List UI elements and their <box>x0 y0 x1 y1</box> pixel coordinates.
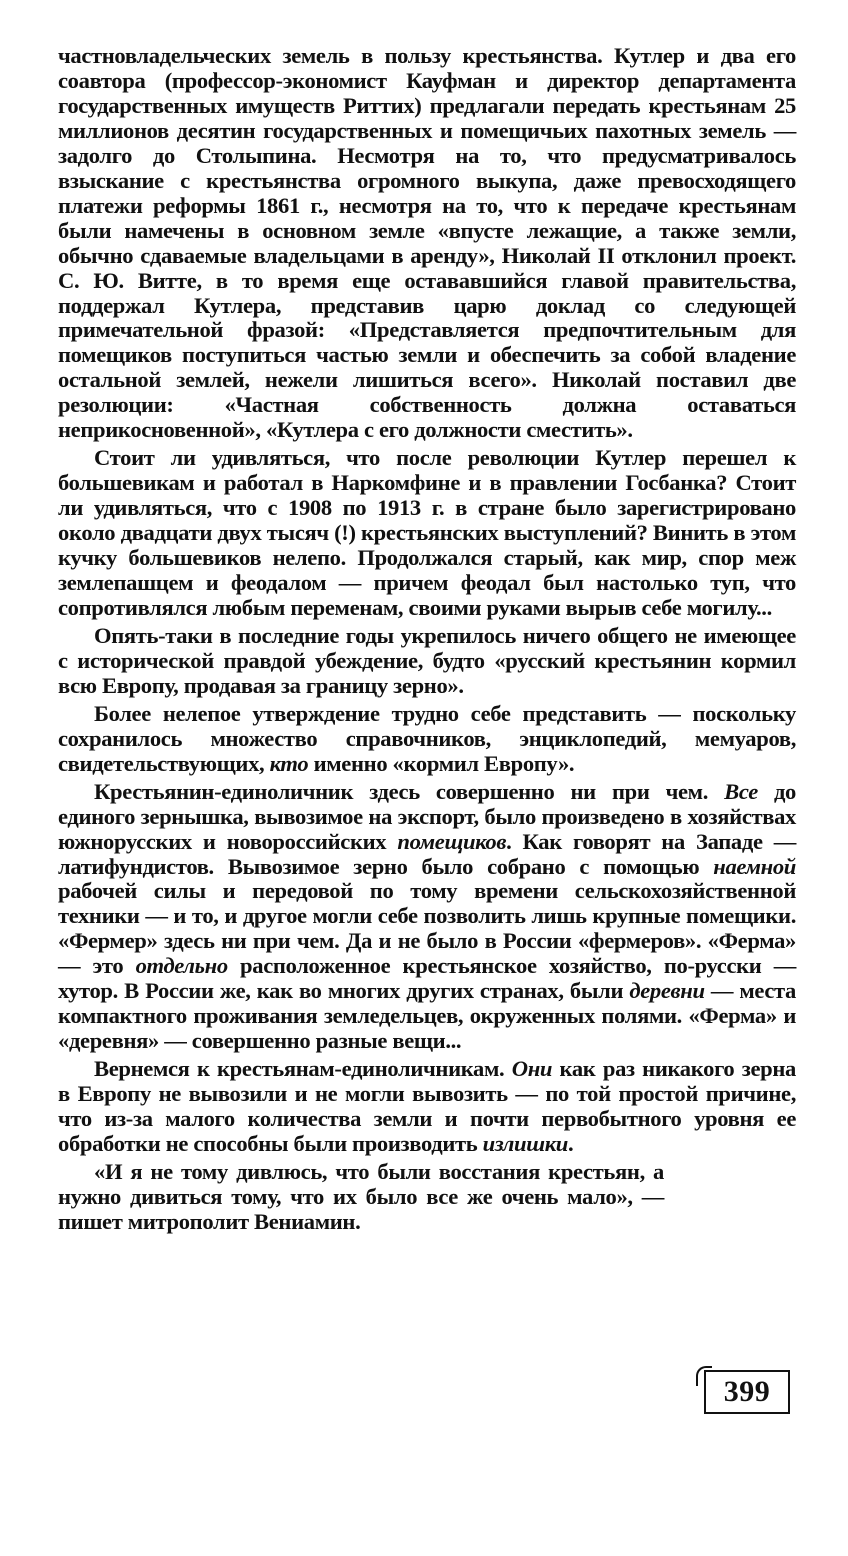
paragraph: Вернемся к крестьянам-единоличникам. Они как раз никакого зерна в Европу не вывозили и не могли вывозить — по той простой причине, что из-за малого количества земли и почти первобытного уровня ее обработки не способны были производить излишки. <box>58 1056 796 1156</box>
paragraph: «И я не тому дивлюсь, что были восстания крестьян, а нужно дивиться тому, что их было все же очень мало», — пишет митрополит Вениамин. <box>58 1158 664 1234</box>
emphasis: Все <box>724 778 758 804</box>
emphasis: кто <box>269 750 309 776</box>
body-text <box>58 44 796 1238</box>
emphasis: отдельно <box>135 953 228 979</box>
emphasis: помещиков <box>397 828 507 854</box>
emphasis: Они <box>511 1056 553 1082</box>
paragraph: Крестьянин-единоличник здесь совершенно ни при чем. Все до единого зернышка, вывозимое на экспорт, было произведено в хозяйствах южнорусских и новороссийских помещиков. Как говорят на Западе — латифундистов. Вывозимое зерно было собрано с помощью наемной рабочей силы и передовой по тому времени сельскохозяйственной техники — и то, и другое могли себе позволить лишь крупные помещики. «Фермер» здесь ни при чем. Да и не было в России «фермеров». «Ферма» — это отдельно расположенное крестьянское хозяйство, по-русски — хутор. В России же, как во многих других странах, были деревни — места компактного проживания земледельцев, окруженных полями. «Ферма» и «деревня» — совершенно разные вещи... <box>58 778 797 1054</box>
emphasis: деревни <box>629 978 705 1004</box>
paragraph: Более нелепое утверждение трудно себе представить — поскольку сохранилось множество справочников, энциклопедий, мемуаров, свидетельствующих, кто именно «кормил Европу». <box>58 700 796 776</box>
paragraph: Опять-таки в последние годы укрепилось ничего общего не имеющее с исторической правдой убеждение, будто «русский крестьянин кормил всю Европу, продавая за границу зерно». <box>58 622 796 698</box>
emphasis: наемной <box>713 853 796 879</box>
page-number: 399 <box>704 1370 790 1414</box>
paragraph: частновладельческих земель в пользу крестьянства. Кутлер и два его соавтора (профессор-экономист Кауфман и директор департамента государственных имуществ Риттих) предлагали передать крестьянам 25 миллионов десятин государственных и помещичьих пахотных земель — задолго до Столыпина. Несмотря на то, что предусматривалось взыскание с крестьянства огромного выкупа, даже превосходящего платежи реформы 1861 г., несмотря на то, что к передаче крестьянам были намечены в основном земле «впусте лежащие, а также земли, обычно сдаваемые владельцами в аренду», Николай II отклонил проект. С. Ю. Витте, в то время еще остававшийся главой правительства, поддержал Кутлера, представив царю доклад со следующей примечательной фразой: «Представляется предпочтительным для помещиков поступиться частью земли и обеспечить за собой владение остальной землей, нежели лишиться всего». Николай поставил две резолюции: «Частная собственность должна оставаться неприкосновенной», «Кутлера с его должности сместить». <box>58 43 796 443</box>
paragraph: Стоит ли удивляться, что после революции Кутлер перешел к большевикам и работал в Наркомфине и в правлении Госбанка? Стоит ли удивляться, что с 1908 по 1913 г. в стране было зарегистрировано около двадцати двух тысяч (!) крестьянских выступлений? Винить в этом кучку большевиков нелепо. Продолжался старый, как мир, спор меж землепашцем и феодалом — причем феодал был настолько туп, что сопротивлялся любым переменам, своими руками вырыв себе могилу... <box>58 445 796 620</box>
emphasis: излишки <box>482 1130 569 1156</box>
